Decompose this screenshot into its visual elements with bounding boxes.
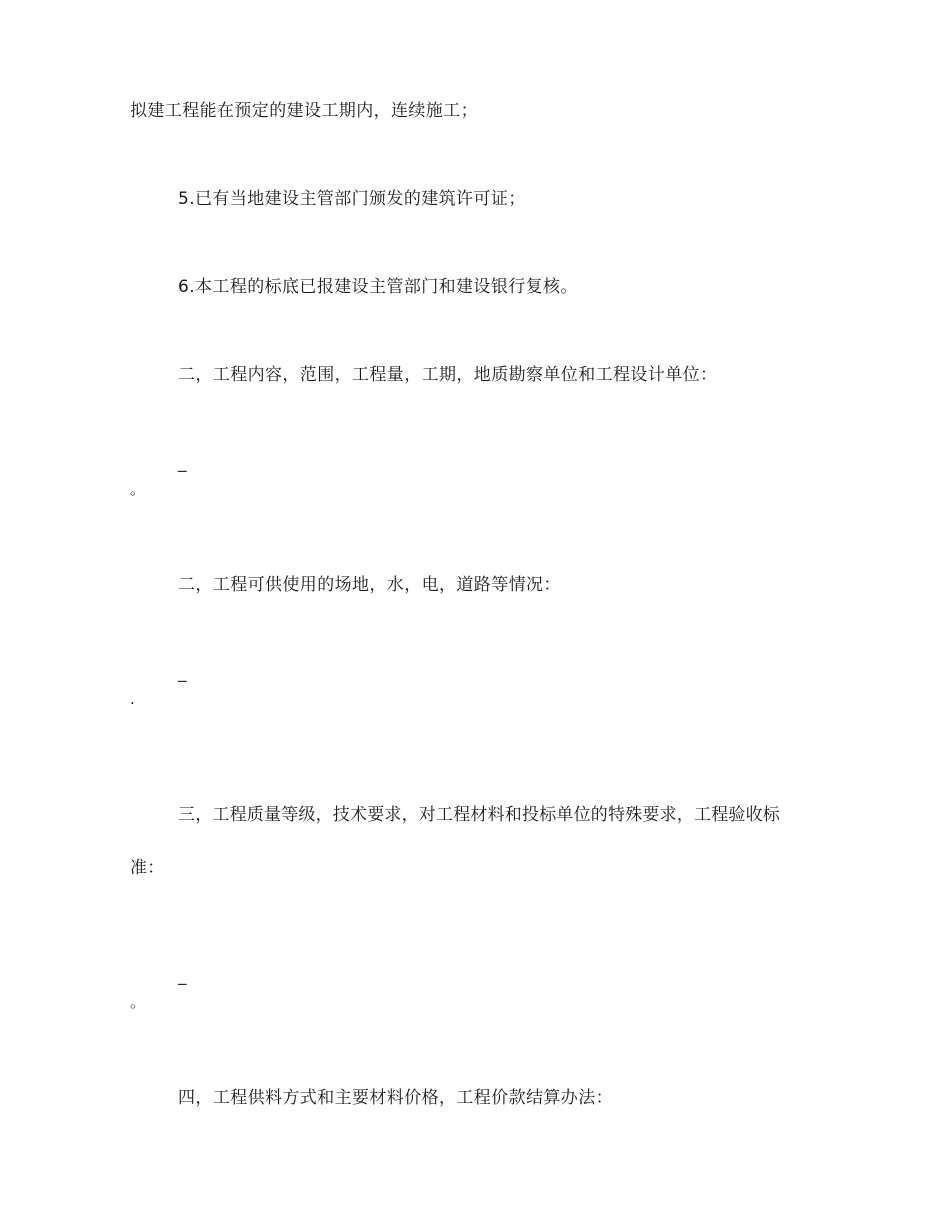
paragraph-spacer (130, 302, 830, 360)
document-body (130, 96, 830, 1113)
paragraph-blank-dash-2: _ (178, 663, 187, 683)
paragraph-blank-mark-1: 。 (130, 480, 146, 498)
paragraph-section-2-scope: 二，工程内容，范围，工程量，工期，地质勘察单位和工程设计单位： (178, 365, 718, 385)
paragraph-spacer (130, 903, 830, 961)
paragraph-continuous-construction: 拟建工程能在预定的建设工期内，连续施工； (130, 101, 478, 121)
paragraph-spacer (130, 214, 830, 272)
paragraph-spacer (130, 600, 830, 658)
paragraph-blank-dash-1: _ (178, 453, 187, 473)
paragraph-spacer (130, 1013, 830, 1083)
paragraph-spacer (130, 710, 830, 780)
paragraph-spacer (130, 126, 830, 184)
paragraph-section-3-quality-line2: 准： (130, 858, 165, 878)
paragraph-section-3-quality-line1: 三，工程质量等级，技术要求，对工程材料和投标单位的特殊要求，工程验收标 (178, 805, 780, 825)
paragraph-item-5: 5.已有当地建设主管部门颁发的建筑许可证； (178, 189, 526, 209)
paragraph-item-6: 6.本工程的标底已报建设主管部门和建设银行复核。 (178, 277, 578, 297)
paragraph-blank-mark-3: 。 (130, 993, 146, 1011)
paragraph-section-2-site: 二，工程可供使用的场地，水，电，道路等情况： (178, 575, 561, 595)
paragraph-blank-dash-3: _ (178, 966, 187, 986)
paragraph-spacer (130, 500, 830, 570)
paragraph-blank-mark-2: . (130, 690, 135, 708)
paragraph-section-4-materials: 四，工程供料方式和主要材料价格，工程价款结算办法： (178, 1088, 613, 1108)
paragraph-spacer (130, 390, 830, 448)
